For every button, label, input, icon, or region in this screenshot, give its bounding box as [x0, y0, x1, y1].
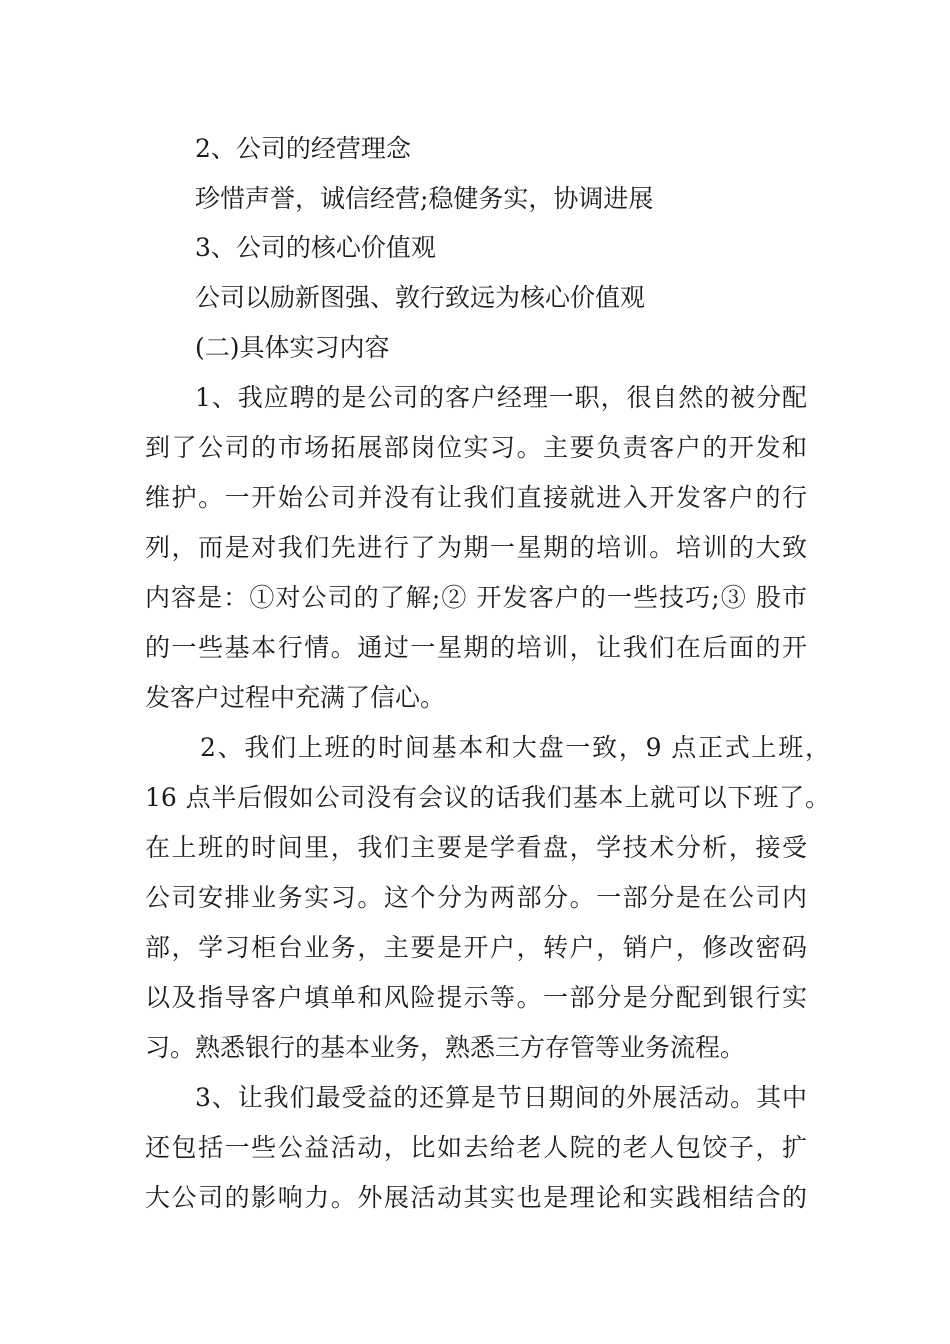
- paragraph-line: 16 点半后假如公司没有会议的话我们基本上就可以下班了。: [145, 783, 830, 812]
- paragraph-line: 1、我应聘的是公司的客户经理一职，很自然的被分配: [195, 383, 807, 412]
- paragraph-line: 在上班的时间里，我们主要是学看盘，学技术分析，接受: [145, 833, 807, 862]
- paragraph-line: 内容是：①对公司的了解;② 开发客户的一些技巧;③ 股市: [145, 583, 807, 612]
- paragraph-line: 维护。一开始公司并没有让我们直接就进入开发客户的行: [145, 483, 807, 512]
- paragraph-line: 大公司的影响力。外展活动其实也是理论和实践相结合的: [145, 1183, 807, 1212]
- paragraph-line: 2、我们上班的时间基本和大盘一致，9 点正式上班，: [200, 733, 830, 762]
- paragraph-line: 还包括一些公益活动，比如去给老人院的老人包饺子，扩: [145, 1133, 807, 1162]
- heading-core-values: 3、公司的核心价值观: [195, 233, 436, 262]
- heading-business-philosophy: 2、公司的经营理念: [195, 134, 411, 163]
- heading-internship-content: (二)具体实习内容: [195, 333, 390, 362]
- paragraph-business-philosophy: 珍惜声誉，诚信经营;稳健务实，协调进展: [195, 184, 654, 213]
- paragraph-core-values: 公司以励新图强、敦行致远为核心价值观: [195, 283, 646, 312]
- paragraph-line: 列，而是对我们先进行了为期一星期的培训。培训的大致: [145, 533, 807, 562]
- paragraph-line: 发客户过程中充满了信心。: [145, 683, 446, 712]
- paragraph-line: 公司安排业务实习。这个分为两部分。一部分是在公司内: [145, 883, 807, 912]
- paragraph-line: 到了公司的市场拓展部岗位实习。主要负责客户的开发和: [145, 433, 807, 462]
- paragraph-line: 习。熟悉银行的基本业务，熟悉三方存管等业务流程。: [145, 1033, 746, 1062]
- paragraph-line: 以及指导客户填单和风险提示等。一部分是分配到银行实: [145, 983, 807, 1012]
- paragraph-line: 的一些基本行情。通过一星期的培训，让我们在后面的开: [145, 633, 807, 662]
- paragraph-line: 部，学习柜台业务，主要是开户，转户，销户，修改密码: [145, 933, 807, 962]
- paragraph-line: 3、让我们最受益的还算是节日期间的外展活动。其中: [195, 1083, 807, 1112]
